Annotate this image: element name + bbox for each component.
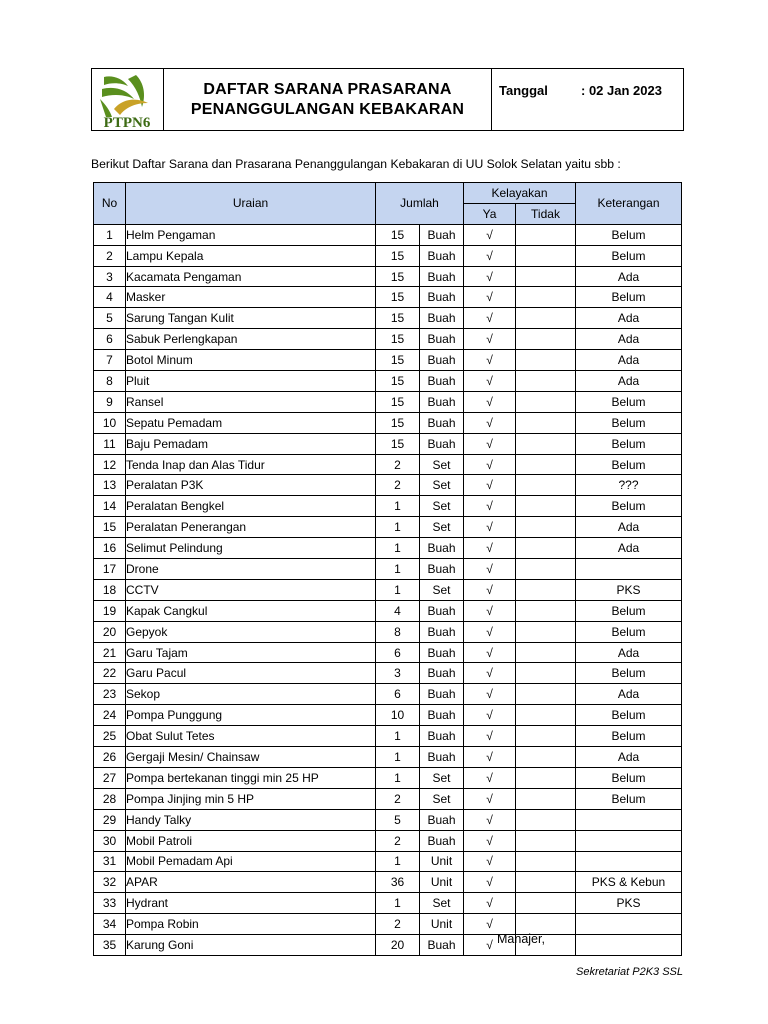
row-number: 17 xyxy=(94,559,126,580)
row-keterangan: Ada xyxy=(576,308,682,329)
col-header-kelayakan: Kelayakan xyxy=(464,183,576,204)
row-keterangan: Belum xyxy=(576,433,682,454)
row-unit: Buah xyxy=(420,224,464,245)
row-keterangan: Belum xyxy=(576,287,682,308)
row-tidak xyxy=(516,475,576,496)
row-ya: √ xyxy=(464,350,516,371)
row-quantity: 8 xyxy=(376,621,420,642)
row-keterangan: Belum xyxy=(576,600,682,621)
row-number: 2 xyxy=(94,245,126,266)
row-item: Sepatu Pemadam xyxy=(126,412,376,433)
row-tidak xyxy=(516,621,576,642)
row-keterangan xyxy=(576,851,682,872)
row-tidak xyxy=(516,851,576,872)
row-tidak xyxy=(516,391,576,412)
row-keterangan: Belum xyxy=(576,496,682,517)
row-ya: √ xyxy=(464,705,516,726)
col-header-keterangan: Keterangan xyxy=(576,183,682,225)
row-item: Obat Sulut Tetes xyxy=(126,726,376,747)
row-keterangan: Belum xyxy=(576,788,682,809)
row-tidak xyxy=(516,287,576,308)
table-row xyxy=(94,851,682,872)
row-quantity: 1 xyxy=(376,517,420,538)
row-ya: √ xyxy=(464,224,516,245)
row-number: 9 xyxy=(94,391,126,412)
row-keterangan xyxy=(576,559,682,580)
row-number: 7 xyxy=(94,350,126,371)
row-quantity: 15 xyxy=(376,329,420,350)
table-row xyxy=(94,579,682,600)
row-tidak xyxy=(516,433,576,454)
table-row xyxy=(94,559,682,580)
row-keterangan: Belum xyxy=(576,621,682,642)
row-ya: √ xyxy=(464,893,516,914)
row-ya: √ xyxy=(464,454,516,475)
title-line-1: DAFTAR SARANA PRASARANA xyxy=(203,80,452,98)
ptpn6-logo-icon xyxy=(92,69,162,130)
row-ya: √ xyxy=(464,433,516,454)
row-number: 20 xyxy=(94,621,126,642)
table-row xyxy=(94,517,682,538)
row-quantity: 1 xyxy=(376,747,420,768)
table-row xyxy=(94,266,682,287)
row-keterangan: Ada xyxy=(576,684,682,705)
table-row xyxy=(94,287,682,308)
row-tidak xyxy=(516,767,576,788)
row-tidak xyxy=(516,788,576,809)
row-keterangan: Ada xyxy=(576,747,682,768)
row-ya: √ xyxy=(464,559,516,580)
row-item: Peralatan Penerangan xyxy=(126,517,376,538)
row-number: 15 xyxy=(94,517,126,538)
table-row xyxy=(94,621,682,642)
row-keterangan: Belum xyxy=(576,391,682,412)
document-title xyxy=(164,69,492,130)
row-tidak xyxy=(516,329,576,350)
row-item: Ransel xyxy=(126,391,376,412)
row-item: Pompa Robin xyxy=(126,914,376,935)
row-unit: Buah xyxy=(420,935,464,956)
manager-label: Manajer, xyxy=(497,932,545,946)
table-row xyxy=(94,893,682,914)
row-ya: √ xyxy=(464,245,516,266)
row-tidak xyxy=(516,809,576,830)
row-unit: Buah xyxy=(420,266,464,287)
row-ya: √ xyxy=(464,412,516,433)
row-quantity: 36 xyxy=(376,872,420,893)
row-tidak xyxy=(516,663,576,684)
row-quantity: 2 xyxy=(376,914,420,935)
row-keterangan: PKS xyxy=(576,893,682,914)
table-row xyxy=(94,935,682,956)
row-number: 26 xyxy=(94,747,126,768)
row-quantity: 1 xyxy=(376,538,420,559)
row-ya: √ xyxy=(464,517,516,538)
table-row xyxy=(94,767,682,788)
col-header-ya: Ya xyxy=(464,203,516,224)
row-number: 23 xyxy=(94,684,126,705)
row-keterangan: Belum xyxy=(576,454,682,475)
table-row xyxy=(94,705,682,726)
row-keterangan: Belum xyxy=(576,412,682,433)
row-quantity: 15 xyxy=(376,287,420,308)
row-ya: √ xyxy=(464,935,516,956)
row-quantity: 15 xyxy=(376,433,420,454)
row-number: 28 xyxy=(94,788,126,809)
row-number: 21 xyxy=(94,642,126,663)
row-ya: √ xyxy=(464,684,516,705)
row-quantity: 15 xyxy=(376,245,420,266)
intro-text: Berikut Daftar Sarana dan Prasarana Penanggulangan Kebakaran di UU Solok Selatan yaitu sbb : xyxy=(91,157,621,171)
row-ya: √ xyxy=(464,830,516,851)
row-quantity: 6 xyxy=(376,684,420,705)
row-keterangan: Belum xyxy=(576,705,682,726)
row-unit: Set xyxy=(420,767,464,788)
row-unit: Buah xyxy=(420,287,464,308)
row-quantity: 15 xyxy=(376,350,420,371)
row-item: Kacamata Pengaman xyxy=(126,266,376,287)
row-ya: √ xyxy=(464,914,516,935)
row-unit: Set xyxy=(420,475,464,496)
row-keterangan: Ada xyxy=(576,266,682,287)
row-quantity: 5 xyxy=(376,809,420,830)
row-unit: Unit xyxy=(420,851,464,872)
row-item: CCTV xyxy=(126,579,376,600)
row-ya: √ xyxy=(464,308,516,329)
row-keterangan xyxy=(576,830,682,851)
row-number: 22 xyxy=(94,663,126,684)
row-item: Gergaji Mesin/ Chainsaw xyxy=(126,747,376,768)
row-quantity: 1 xyxy=(376,851,420,872)
row-ya: √ xyxy=(464,642,516,663)
row-tidak xyxy=(516,726,576,747)
row-number: 25 xyxy=(94,726,126,747)
row-quantity: 2 xyxy=(376,788,420,809)
row-item: Pompa Jinjing min 5 HP xyxy=(126,788,376,809)
row-number: 16 xyxy=(94,538,126,559)
row-item: Mobil Patroli xyxy=(126,830,376,851)
row-number: 31 xyxy=(94,851,126,872)
row-tidak xyxy=(516,705,576,726)
row-number: 14 xyxy=(94,496,126,517)
row-number: 19 xyxy=(94,600,126,621)
row-tidak xyxy=(516,872,576,893)
row-unit: Set xyxy=(420,454,464,475)
company-logo xyxy=(92,69,164,130)
row-number: 4 xyxy=(94,287,126,308)
row-keterangan xyxy=(576,935,682,956)
row-item: APAR xyxy=(126,872,376,893)
row-unit: Buah xyxy=(420,684,464,705)
row-item: Lampu Kepala xyxy=(126,245,376,266)
table-row xyxy=(94,454,682,475)
row-tidak xyxy=(516,454,576,475)
row-item: Helm Pengaman xyxy=(126,224,376,245)
row-tidak xyxy=(516,224,576,245)
row-unit: Buah xyxy=(420,350,464,371)
row-unit: Buah xyxy=(420,329,464,350)
row-quantity: 2 xyxy=(376,454,420,475)
row-item: Gepyok xyxy=(126,621,376,642)
row-keterangan: ??? xyxy=(576,475,682,496)
row-number: 12 xyxy=(94,454,126,475)
row-unit: Set xyxy=(420,788,464,809)
row-unit: Set xyxy=(420,579,464,600)
row-unit: Set xyxy=(420,893,464,914)
row-tidak xyxy=(516,559,576,580)
row-item: Pompa Punggung xyxy=(126,705,376,726)
table-row xyxy=(94,329,682,350)
row-tidak xyxy=(516,830,576,851)
row-unit: Buah xyxy=(420,663,464,684)
row-unit: Unit xyxy=(420,872,464,893)
row-unit: Buah xyxy=(420,433,464,454)
table-row xyxy=(94,475,682,496)
row-quantity: 2 xyxy=(376,830,420,851)
equipment-table xyxy=(93,182,682,956)
row-keterangan: Ada xyxy=(576,538,682,559)
row-unit: Buah xyxy=(420,830,464,851)
row-tidak xyxy=(516,308,576,329)
row-number: 32 xyxy=(94,872,126,893)
table-row xyxy=(94,245,682,266)
table-row xyxy=(94,788,682,809)
row-unit: Buah xyxy=(420,642,464,663)
row-ya: √ xyxy=(464,496,516,517)
table-row xyxy=(94,433,682,454)
row-number: 13 xyxy=(94,475,126,496)
row-item: Peralatan Bengkel xyxy=(126,496,376,517)
row-ya: √ xyxy=(464,663,516,684)
row-unit: Buah xyxy=(420,747,464,768)
date-label: Tanggal xyxy=(499,83,548,98)
row-quantity: 4 xyxy=(376,600,420,621)
table-row xyxy=(94,830,682,851)
table-row xyxy=(94,538,682,559)
row-number: 10 xyxy=(94,412,126,433)
row-keterangan: Belum xyxy=(576,767,682,788)
date-block xyxy=(492,69,683,130)
table-row xyxy=(94,747,682,768)
row-ya: √ xyxy=(464,621,516,642)
row-tidak xyxy=(516,266,576,287)
title-line-2: PENANGGULANGAN KEBAKARAN xyxy=(190,100,465,118)
row-item: Garu Tajam xyxy=(126,642,376,663)
row-ya: √ xyxy=(464,767,516,788)
row-unit: Buah xyxy=(420,412,464,433)
row-tidak xyxy=(516,579,576,600)
row-tidak xyxy=(516,642,576,663)
row-item: Peralatan P3K xyxy=(126,475,376,496)
row-quantity: 6 xyxy=(376,642,420,663)
row-keterangan: PKS xyxy=(576,579,682,600)
row-keterangan: Belum xyxy=(576,245,682,266)
row-tidak xyxy=(516,412,576,433)
row-unit: Buah xyxy=(420,600,464,621)
row-number: 29 xyxy=(94,809,126,830)
row-ya: √ xyxy=(464,579,516,600)
row-ya: √ xyxy=(464,747,516,768)
row-tidak xyxy=(516,684,576,705)
row-quantity: 2 xyxy=(376,475,420,496)
row-item: Mobil Pemadam Api xyxy=(126,851,376,872)
row-number: 24 xyxy=(94,705,126,726)
row-item: Selimut Pelindung xyxy=(126,538,376,559)
row-number: 6 xyxy=(94,329,126,350)
row-keterangan: Ada xyxy=(576,371,682,392)
row-item: Tenda Inap dan Alas Tidur xyxy=(126,454,376,475)
row-ya: √ xyxy=(464,600,516,621)
row-keterangan: Belum xyxy=(576,726,682,747)
row-item: Garu Pacul xyxy=(126,663,376,684)
row-tidak xyxy=(516,371,576,392)
row-item: Botol Minum xyxy=(126,350,376,371)
row-item: Masker xyxy=(126,287,376,308)
row-quantity: 1 xyxy=(376,726,420,747)
row-unit: Buah xyxy=(420,809,464,830)
row-quantity: 1 xyxy=(376,579,420,600)
row-item: Baju Pemadam xyxy=(126,433,376,454)
col-header-tidak: Tidak xyxy=(516,203,576,224)
row-tidak xyxy=(516,350,576,371)
row-number: 27 xyxy=(94,767,126,788)
row-tidak xyxy=(516,496,576,517)
logo-text: PTPN6 xyxy=(103,115,151,130)
row-quantity: 1 xyxy=(376,893,420,914)
date-value: : 02 Jan 2023 xyxy=(581,83,662,98)
row-unit: Buah xyxy=(420,538,464,559)
row-unit: Buah xyxy=(420,621,464,642)
row-item: Sekop xyxy=(126,684,376,705)
table-row xyxy=(94,726,682,747)
row-keterangan: Belum xyxy=(576,224,682,245)
row-ya: √ xyxy=(464,391,516,412)
table-row xyxy=(94,496,682,517)
row-ya: √ xyxy=(464,266,516,287)
table-row xyxy=(94,371,682,392)
table-row xyxy=(94,412,682,433)
row-unit: Set xyxy=(420,517,464,538)
table-row xyxy=(94,224,682,245)
row-unit: Buah xyxy=(420,371,464,392)
row-unit: Buah xyxy=(420,705,464,726)
table-row xyxy=(94,308,682,329)
row-tidak xyxy=(516,600,576,621)
row-number: 8 xyxy=(94,371,126,392)
row-item: Pompa bertekanan tinggi min 25 HP xyxy=(126,767,376,788)
row-unit: Unit xyxy=(420,914,464,935)
table-row xyxy=(94,350,682,371)
row-keterangan: Ada xyxy=(576,350,682,371)
row-unit: Set xyxy=(420,496,464,517)
row-quantity: 1 xyxy=(376,559,420,580)
row-ya: √ xyxy=(464,788,516,809)
row-unit: Buah xyxy=(420,726,464,747)
row-keterangan xyxy=(576,809,682,830)
row-quantity: 15 xyxy=(376,391,420,412)
row-ya: √ xyxy=(464,726,516,747)
row-tidak xyxy=(516,893,576,914)
row-item: Karung Goni xyxy=(126,935,376,956)
row-keterangan: Belum xyxy=(576,663,682,684)
table-row xyxy=(94,642,682,663)
row-item: Drone xyxy=(126,559,376,580)
row-tidak xyxy=(516,245,576,266)
document-header xyxy=(91,68,684,131)
row-item: Sabuk Perlengkapan xyxy=(126,329,376,350)
secretariat-label: Sekretariat P2K3 SSL xyxy=(576,966,684,978)
row-keterangan: Ada xyxy=(576,517,682,538)
row-quantity: 15 xyxy=(376,412,420,433)
row-quantity: 15 xyxy=(376,266,420,287)
table-row xyxy=(94,872,682,893)
col-header-no: No xyxy=(94,183,126,225)
table-row xyxy=(94,809,682,830)
row-number: 18 xyxy=(94,579,126,600)
row-number: 5 xyxy=(94,308,126,329)
row-number: 3 xyxy=(94,266,126,287)
row-quantity: 3 xyxy=(376,663,420,684)
row-ya: √ xyxy=(464,538,516,559)
row-ya: √ xyxy=(464,809,516,830)
row-item: Hydrant xyxy=(126,893,376,914)
row-unit: Buah xyxy=(420,308,464,329)
table-row xyxy=(94,391,682,412)
row-quantity: 20 xyxy=(376,935,420,956)
row-ya: √ xyxy=(464,475,516,496)
row-quantity: 10 xyxy=(376,705,420,726)
row-ya: √ xyxy=(464,851,516,872)
row-quantity: 1 xyxy=(376,496,420,517)
row-quantity: 15 xyxy=(376,371,420,392)
table-row xyxy=(94,663,682,684)
row-number: 33 xyxy=(94,893,126,914)
row-keterangan: Ada xyxy=(576,329,682,350)
row-ya: √ xyxy=(464,287,516,308)
row-tidak xyxy=(516,517,576,538)
table-row xyxy=(94,914,682,935)
row-keterangan: PKS & Kebun xyxy=(576,872,682,893)
table-row xyxy=(94,684,682,705)
row-keterangan: Ada xyxy=(576,642,682,663)
row-ya: √ xyxy=(464,872,516,893)
row-number: 11 xyxy=(94,433,126,454)
row-keterangan xyxy=(576,914,682,935)
row-quantity: 15 xyxy=(376,308,420,329)
table-row xyxy=(94,600,682,621)
row-number: 35 xyxy=(94,935,126,956)
row-item: Kapak Cangkul xyxy=(126,600,376,621)
row-item: Pluit xyxy=(126,371,376,392)
row-item: Sarung Tangan Kulit xyxy=(126,308,376,329)
row-unit: Buah xyxy=(420,391,464,412)
row-quantity: 15 xyxy=(376,224,420,245)
row-tidak xyxy=(516,747,576,768)
col-header-uraian: Uraian xyxy=(126,183,376,225)
col-header-jumlah: Jumlah xyxy=(376,183,464,225)
row-item: Handy Talky xyxy=(126,809,376,830)
row-ya: √ xyxy=(464,329,516,350)
row-number: 1 xyxy=(94,224,126,245)
row-number: 30 xyxy=(94,830,126,851)
row-ya: √ xyxy=(464,371,516,392)
row-number: 34 xyxy=(94,914,126,935)
row-unit: Buah xyxy=(420,245,464,266)
row-quantity: 1 xyxy=(376,767,420,788)
row-unit: Buah xyxy=(420,559,464,580)
row-tidak xyxy=(516,538,576,559)
